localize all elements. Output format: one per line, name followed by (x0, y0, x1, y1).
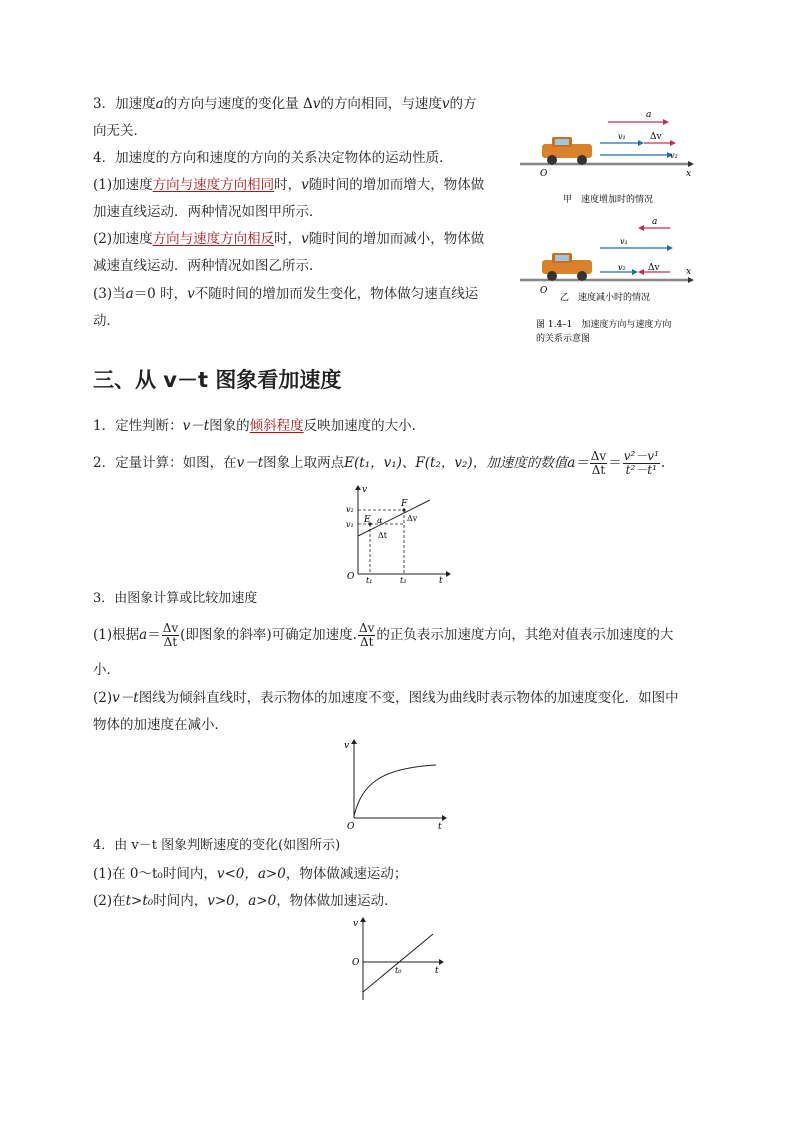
highlight-same-direction: 方向与速度方向相同 (152, 177, 275, 193)
graph1-dv: Δv (407, 514, 418, 523)
graph3-axis-v: v (353, 919, 359, 929)
graph1-axis-t: t (439, 576, 443, 584)
sub-point-1-line-1: (1)加速度方向与速度方向相同时，v随时间的增加而增大，物体做 (93, 177, 485, 193)
caption-main-line-1: 图 1.4–1 加速度方向与速度方向 (536, 320, 672, 330)
section-item-4-1: (1)在 0～t₀时间内，v<0，a>0，物体做减速运动； (93, 866, 408, 882)
graph-vt-curve (342, 738, 452, 833)
graph1-origin: O (347, 572, 355, 582)
graph1-point-f: F (401, 499, 408, 509)
fraction-dv-dt-2: $\frac{\Delta v}{\Delta t}$ (162, 621, 179, 649)
figure-jia (520, 110, 694, 205)
label-a-jia: a (646, 110, 652, 120)
sub-point-2-line-1: (2)加速度方向与速度方向相反时，v随时间的增加而减小，物体做 (93, 231, 485, 247)
sub-point-1-line-2: 加速直线运动．两种情况如图甲所示． (93, 204, 323, 220)
label-dv-yi: Δv (648, 263, 660, 273)
graph3-origin: O (352, 958, 360, 968)
label-v2-jia: v₂ (670, 151, 678, 160)
car-acceleration-figure (520, 100, 700, 360)
fraction-v-t: $\frac{\text{v²－v¹}}{\text{t²－t¹}}$ (623, 449, 659, 477)
section-title: 三、从 v－t 图象看加速度 (93, 368, 342, 392)
section-item-2: 2．定量计算：如图，在v－t图象上取两点E(t₁，v₁)、F(t₂，v₂)，加速度的数值a＝ $\frac{\Delta v}{\Delta t}$ ＝ $\frac{\text{v²－v¹}}{\text{t²－t¹}}$ . (93, 449, 666, 477)
section-item-3-1-line-2: 小． (93, 662, 120, 678)
graph2-axis-t: t (438, 822, 442, 832)
label-v2-yi: v₂ (618, 263, 626, 272)
sub-point-3-line-1: (3)当a＝0 时，v不随时间的增加而发生变化，物体做匀速直线运 (93, 286, 479, 302)
section-item-3-2-line-2: 物体的加速度在减小． (93, 717, 228, 733)
graph1-point-e: E (364, 515, 371, 525)
label-v1-jia: v₁ (618, 132, 626, 141)
label-v1-yi: v₁ (620, 237, 628, 246)
label-x-jia: x (686, 169, 692, 179)
section-item-3: 3．由图象计算或比较加速度 (93, 591, 258, 606)
graph-vt-ef (342, 484, 452, 584)
graph2-origin: O (347, 822, 355, 832)
highlight-slope: 倾斜程度 (249, 418, 304, 434)
graph1-v1: v₁ (346, 520, 354, 529)
label-origin-yi: O (540, 286, 548, 296)
sub-point-2-line-2: 减速直线运动．两种情况如图乙所示． (93, 258, 323, 274)
section-item-4-2: (2)在t>t₀时间内，v>0，a>0，物体做加速运动． (93, 893, 398, 909)
label-origin-jia: O (540, 169, 548, 179)
car-icon-yi (542, 253, 592, 281)
sub-point-3-line-2: 动． (93, 313, 120, 329)
point-3-line-2: 向无关． (93, 123, 147, 139)
car-icon-jia (542, 137, 592, 165)
graph1-alpha: α (377, 516, 383, 525)
caption-yi: 乙 速度减小时的情况 (560, 293, 651, 303)
graph1-t1: t₁ (366, 576, 373, 584)
caption-jia: 甲 速度增加时的情况 (563, 195, 654, 205)
label-x-yi: x (686, 267, 692, 277)
graph1-v2: v₂ (346, 505, 354, 514)
figure-yi (520, 217, 694, 303)
point-3-line-1: 3．加速度a的方向与速度的变化量 Δv的方向相同，与速度v的方 (93, 96, 477, 112)
graph-vt-crossing (347, 916, 447, 1004)
graph1-axis-v: v (362, 485, 368, 495)
graph3-t0: t₀ (395, 966, 402, 975)
graph1-t2: t₂ (400, 576, 407, 584)
label-dv-jia: Δv (650, 132, 662, 142)
graph1-dt: Δt (378, 531, 387, 540)
label-a-yi: a (652, 217, 658, 227)
graph3-axis-t: t (435, 966, 439, 976)
section-item-1: 1．定性判断：v－t图象的倾斜程度反映加速度的大小． (93, 418, 426, 434)
point-4: 4．加速度的方向和速度的方向的关系决定物体的运动性质． (93, 150, 453, 166)
graph2-axis-v: v (344, 741, 350, 751)
fraction-dv-dt: $\frac{\Delta v}{\Delta t}$ (590, 449, 607, 477)
caption-main-line-2: 的关系示意图 (536, 334, 591, 344)
highlight-opposite-direction: 方向与速度方向相反 (152, 231, 275, 247)
section-item-3-2-line-1: (2)v－t图线为倾斜直线时，表示物体的加速度不变，图线为曲线时表示物体的加速度变化．如图中 (93, 690, 679, 706)
fraction-dv-dt-3: $\frac{\Delta v}{\Delta t}$ (358, 621, 375, 649)
section-item-4: 4．由 v－t 图象判断速度的变化(如图所示) (93, 838, 341, 853)
section-item-3-1-line-1: (1)根据a＝ $\frac{\Delta v}{\Delta t}$ (即图象的斜率)可确定加速度. $\frac{\Delta v}{\Delta t}$ 的正负表示加速度方向，其绝对值表示加速度的大 (93, 621, 674, 649)
